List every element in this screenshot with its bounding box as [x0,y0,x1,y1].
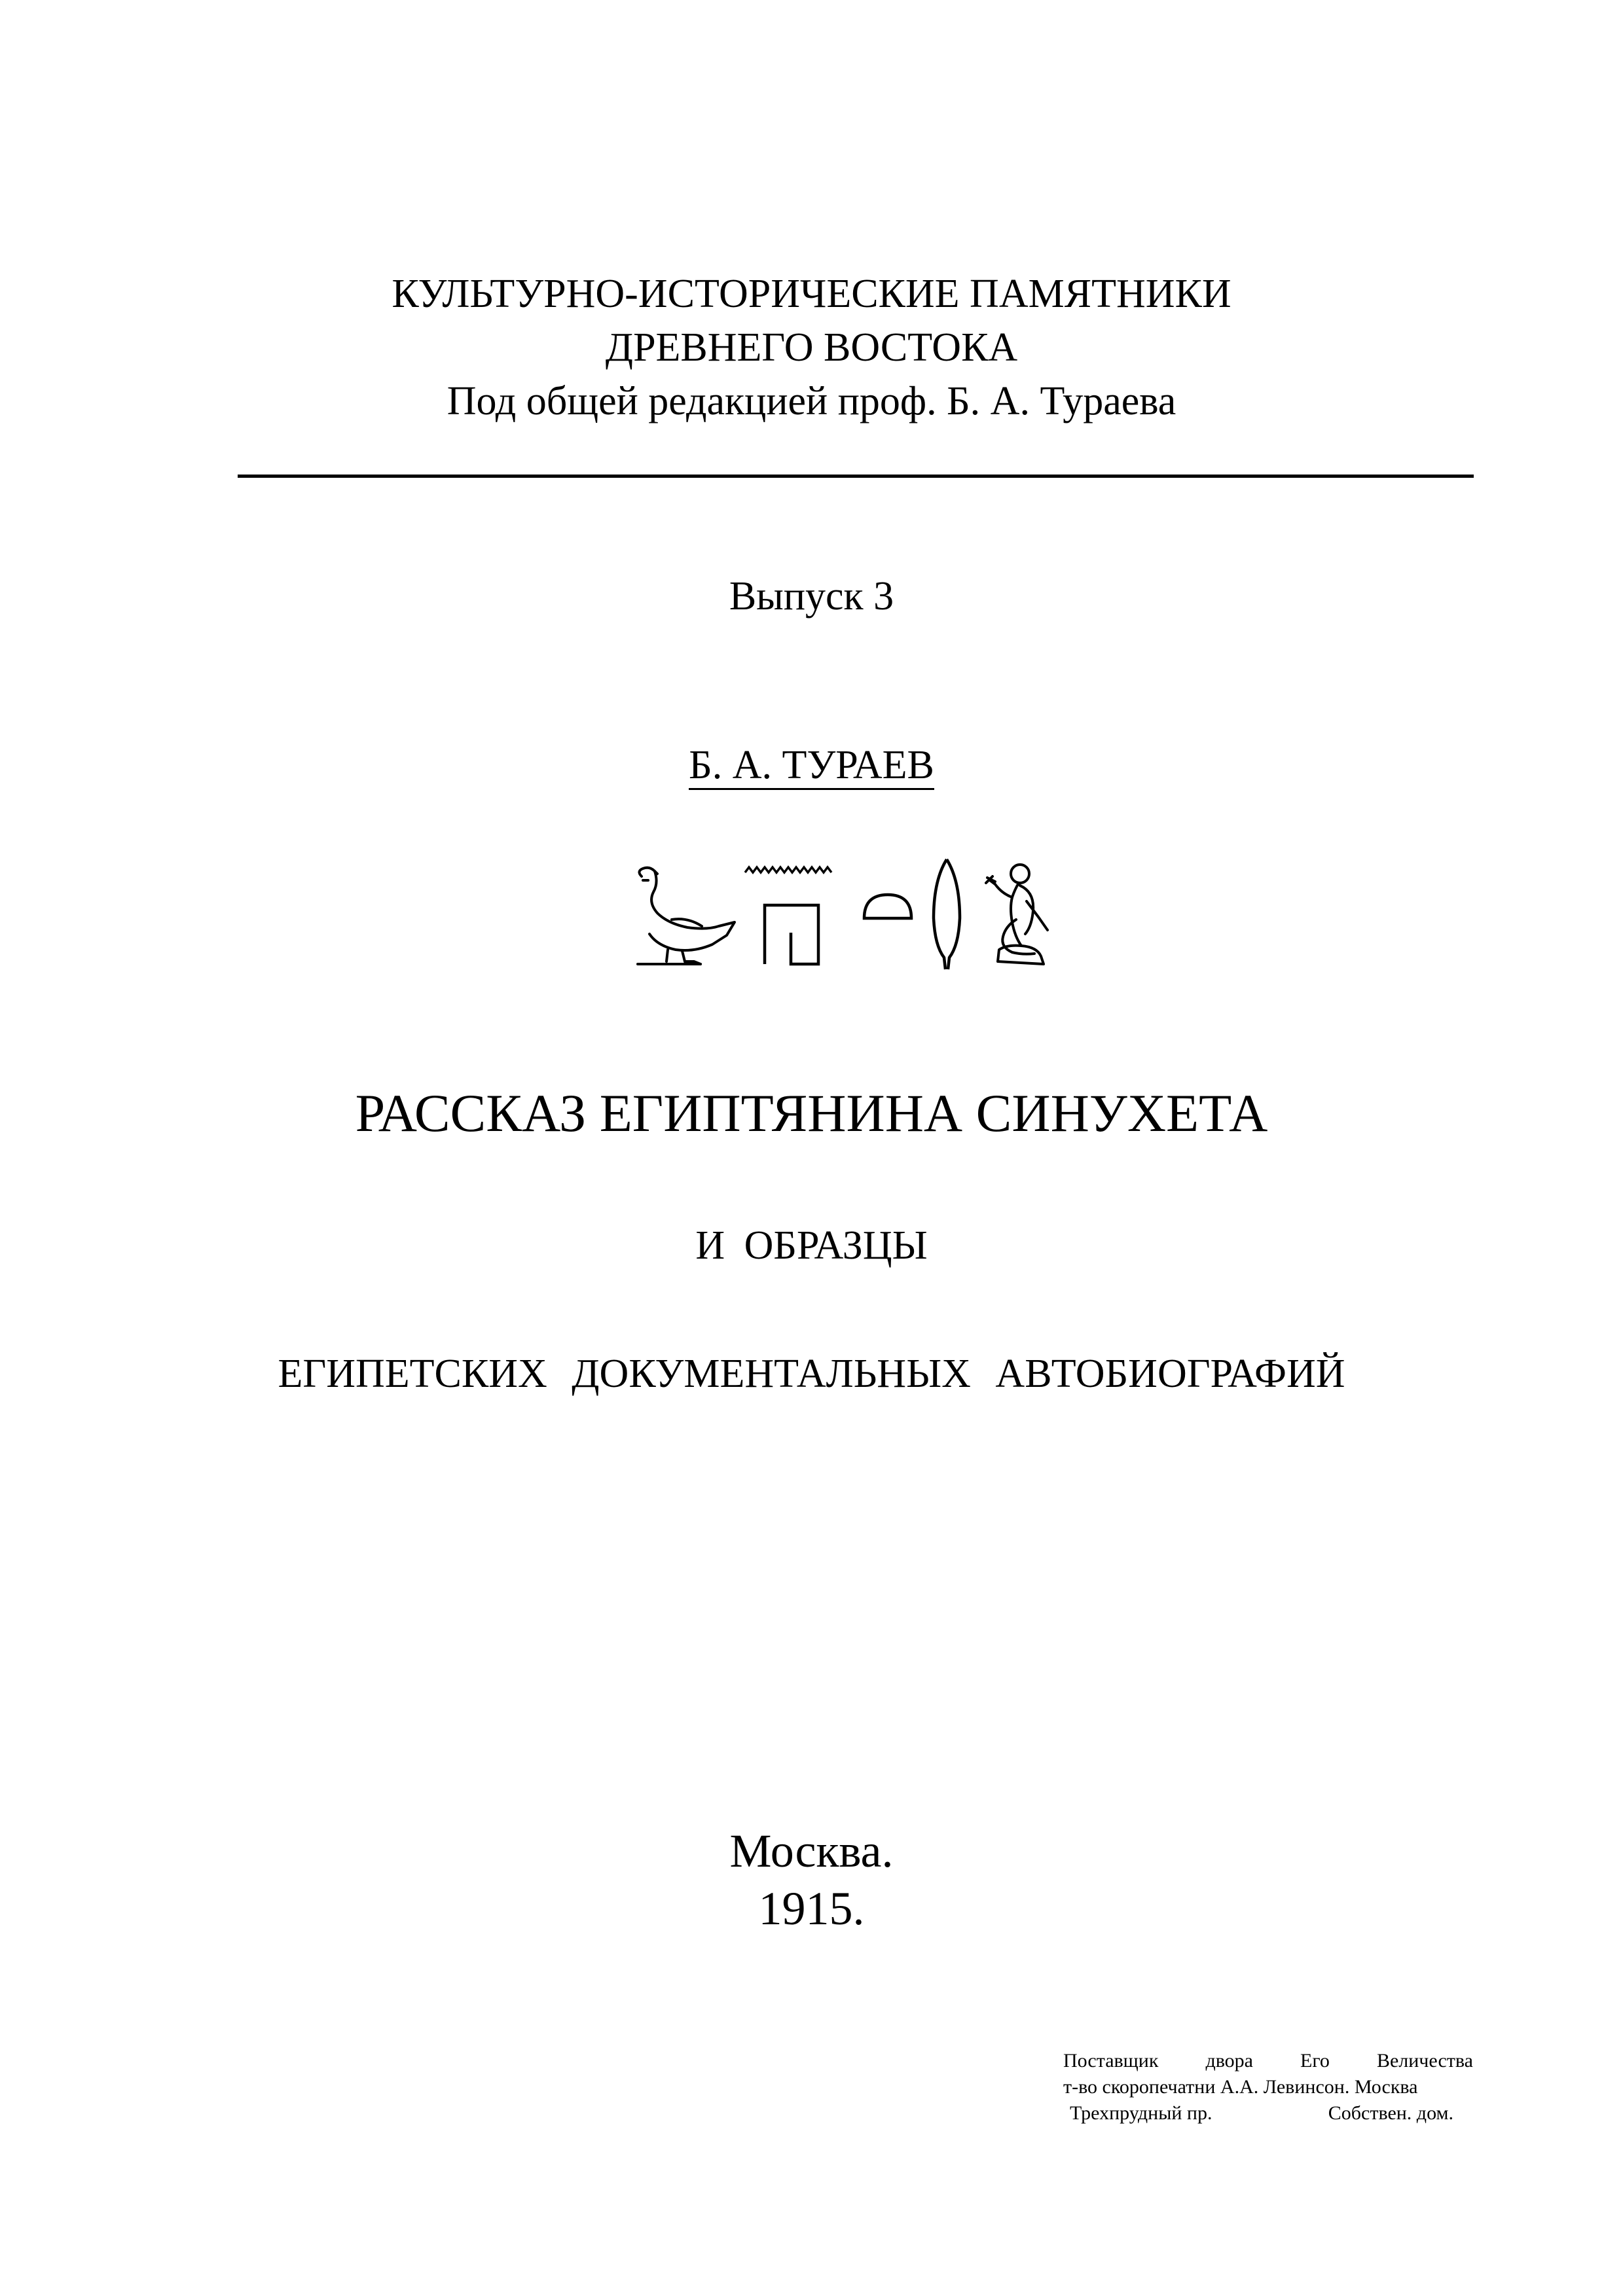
imprint-house: Собствен. дом. [1328,2102,1453,2124]
publication-year: 1915. [758,1882,865,1935]
seated-man-hieroglyph-icon [986,865,1048,964]
bread-loaf-hieroglyph-icon [864,895,911,918]
imprint-text: т-во скоропечатни А.А. Левинсон. Москва [1063,2076,1418,2098]
book-title: РАССКАЗ ЕГИПТЯНИНА СИНУХЕТА [355,1083,1268,1143]
publication-city: Москва. [729,1825,894,1877]
water-hieroglyph-icon [745,867,831,872]
author-name-text: Б. А. ТУРАЕВ [689,745,934,790]
printer-imprint-line-1 [1063,2051,1473,2071]
printer-imprint-line-2 [1063,2077,1473,2097]
hieroglyph-inscription [629,854,1061,978]
duck-hieroglyph-icon [638,868,735,964]
book-subtitle-line-2: ЕГИПЕТСКИХ ДОКУМЕНТАЛЬНЫХ АВТОБИОГРАФИЙ [278,1352,1345,1396]
house-hieroglyph-icon [765,905,818,964]
imprint-word: Его [1300,2050,1330,2072]
imprint-word: Поставщик [1063,2050,1159,2072]
book-subtitle-line-1: И ОБРАЗЦЫ [695,1223,928,1268]
series-title-line-1: КУЛЬТУРНО-ИСТОРИЧЕСКИЕ ПАМЯТНИКИ [392,272,1231,316]
author-name [0,745,1623,790]
imprint-word: Величества [1376,2050,1473,2072]
series-editor: Под общей редакцией проф. Б. А. Тураева [447,379,1176,423]
reed-leaf-hieroglyph-icon [934,859,960,969]
printer-imprint-line-3 [1063,2104,1473,2123]
horizontal-divider [238,475,1474,478]
imprint-word: двора [1205,2050,1253,2072]
imprint-address: Трехпрудный пр. [1070,2102,1213,2124]
series-title-line-2: ДРЕВНЕГО ВОСТОКА [605,325,1018,370]
issue-number: Выпуск 3 [729,574,894,619]
